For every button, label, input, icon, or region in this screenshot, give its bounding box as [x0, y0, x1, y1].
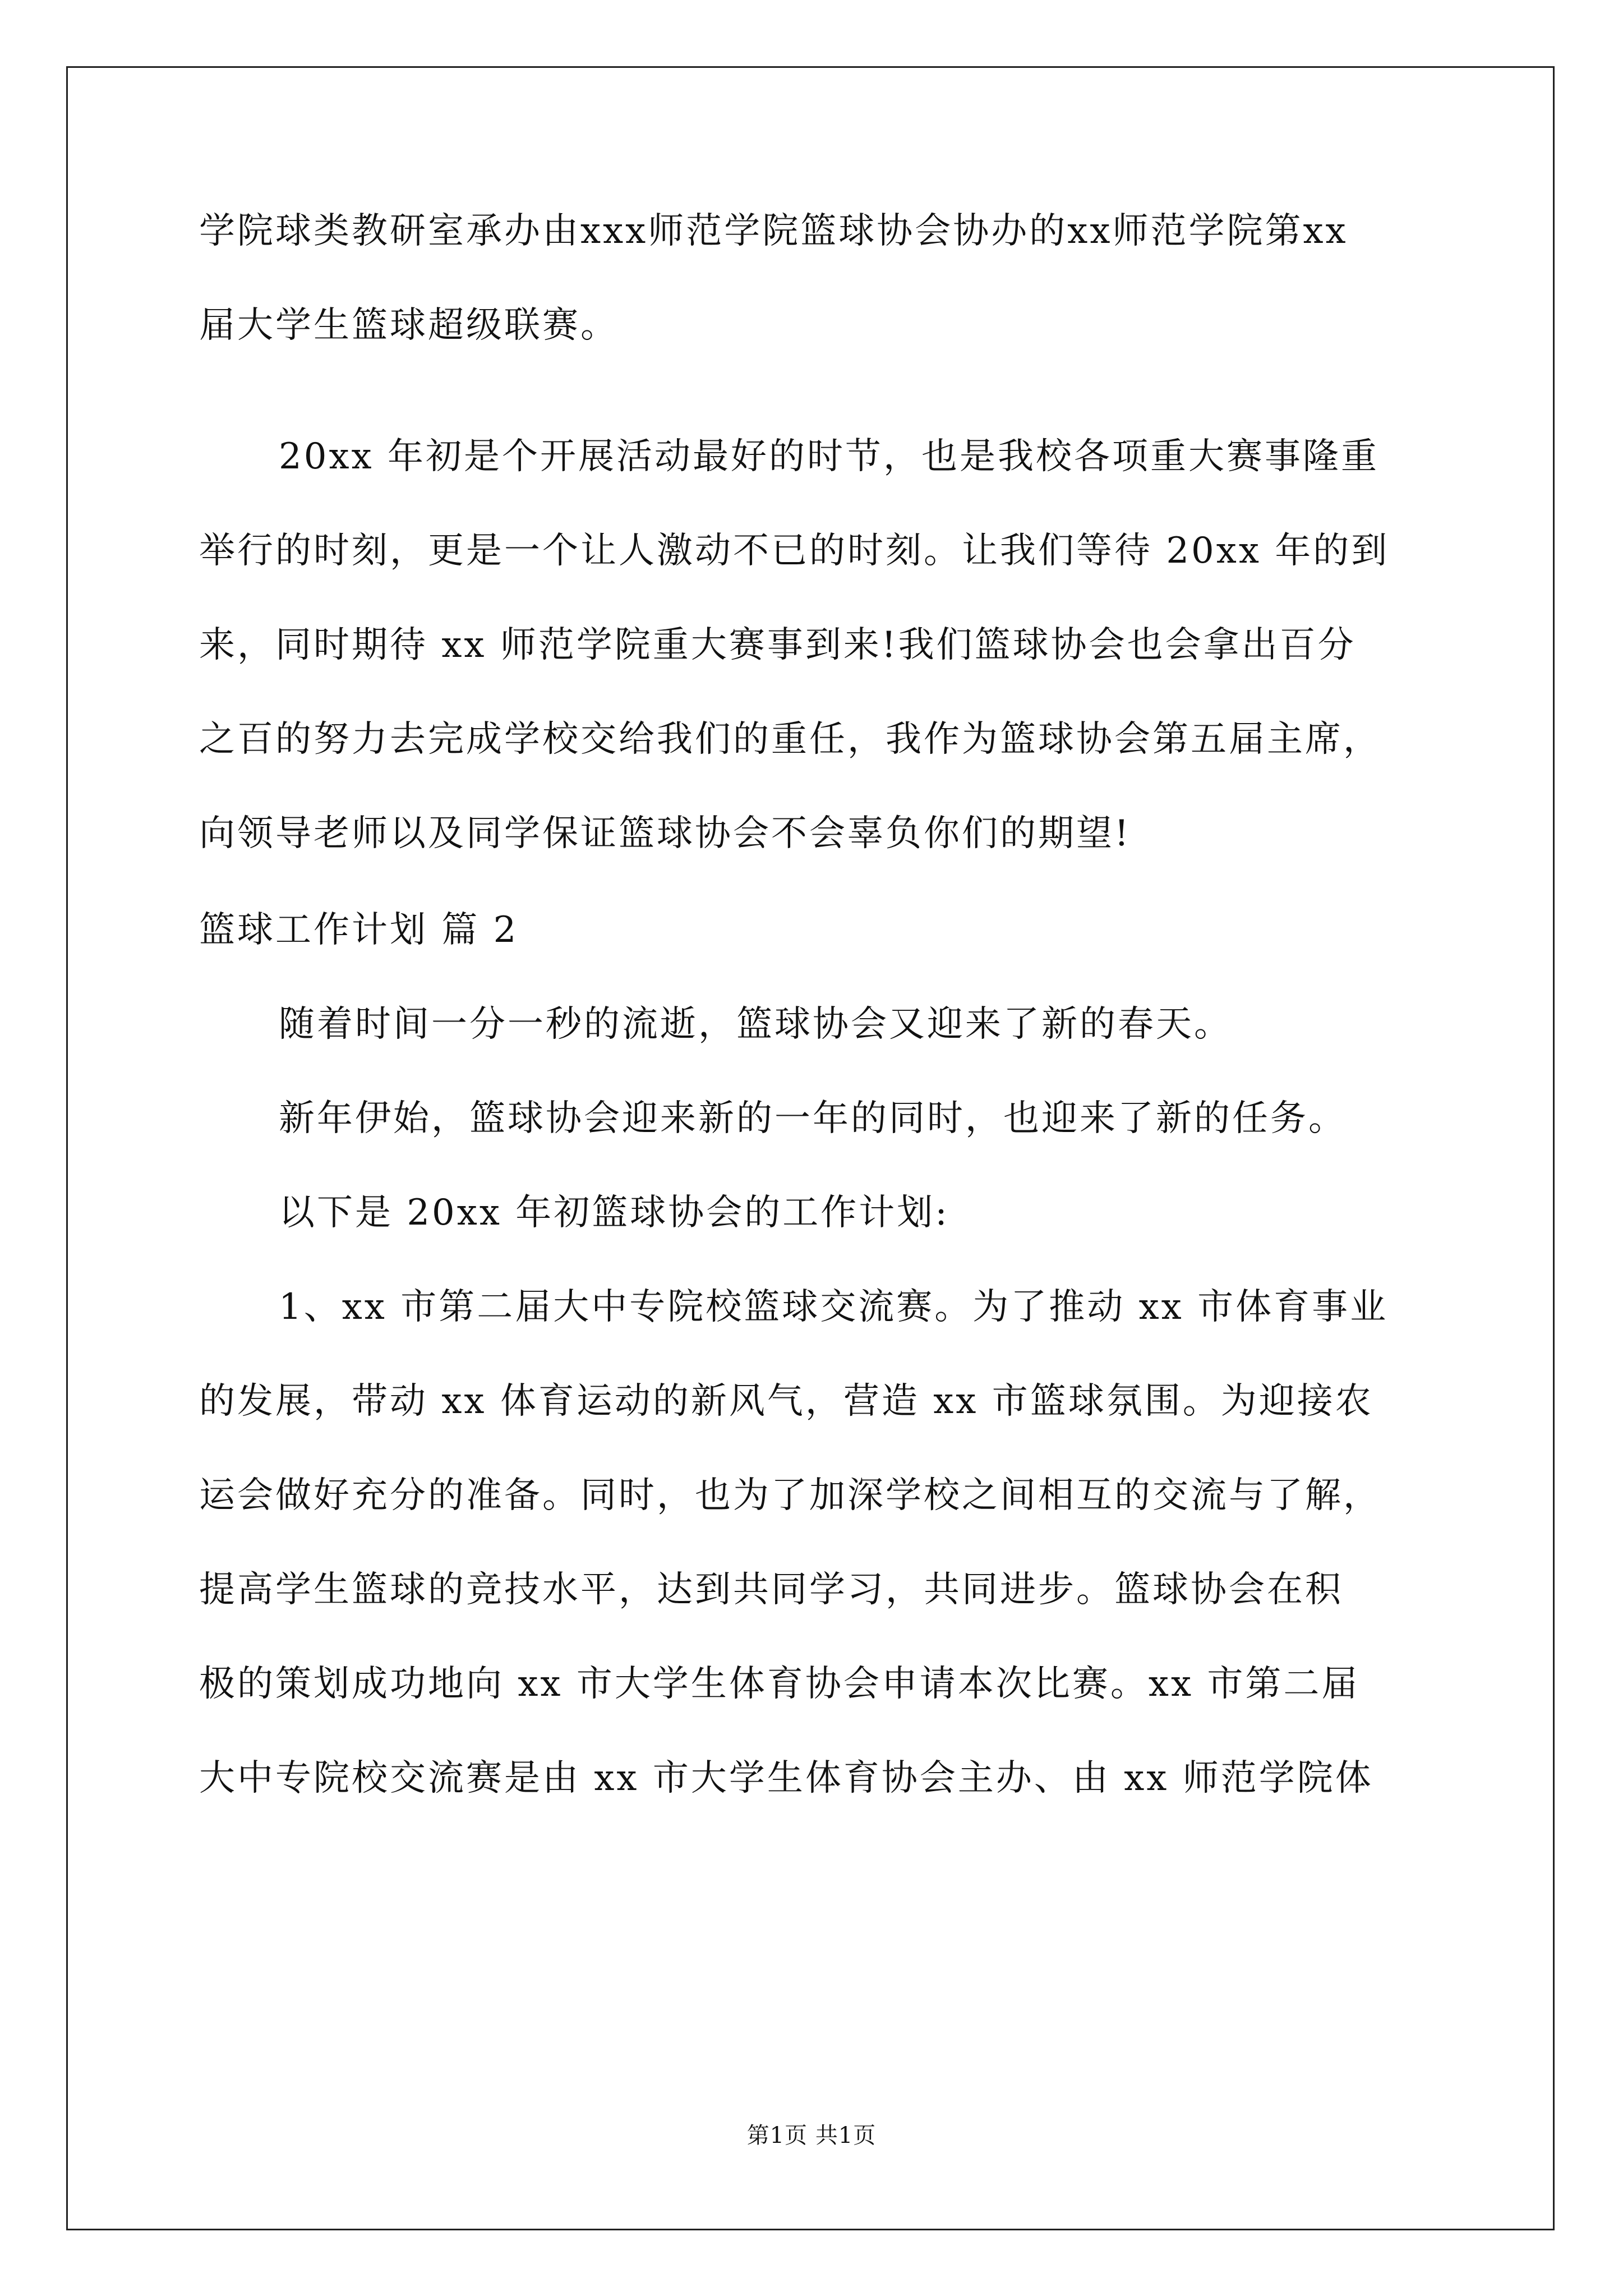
- paragraph-line: 学院球类教研室承办由xxx师范学院篮球协会协办的xx师范学院第xx: [199, 210, 1348, 252]
- paragraph-line: 新年伊始，篮球协会迎来新的一年的同时，也迎来了新的任务。: [279, 1098, 1347, 1139]
- paragraph-line: 向领导老师以及同学保证篮球协会不会辜负你们的期望!: [199, 813, 1131, 854]
- paragraph-line: 以下是 20xx 年初篮球协会的工作计划:: [279, 1192, 949, 1234]
- paragraph-line: 1、xx 市第二届大中专院校篮球交流赛。为了推动 xx 市体育事业: [279, 1286, 1389, 1328]
- paragraph-line: 大中专院校交流赛是由 xx 市大学生体育协会主办、由 xx 师范学院体: [199, 1757, 1373, 1799]
- paragraph-line: 20xx 年初是个开展活动最好的时节，也是我校各项重大赛事隆重: [279, 436, 1379, 477]
- page-footer: 第1页 共1页: [746, 2123, 877, 2148]
- paragraph-line: 运会做好充分的准备。同时，也为了加深学校之间相互的交流与了解，: [199, 1475, 1381, 1516]
- paragraph-line: 极的策划成功地向 xx 市大学生体育协会申请本次比赛。xx 市第二届: [199, 1663, 1360, 1705]
- paragraph-line: 之百的努力去完成学校交给我们的重任，我作为篮球协会第五届主席，: [199, 719, 1381, 760]
- paragraph-line: 届大学生篮球超级联赛。: [199, 305, 619, 346]
- paragraph-line: 随着时间一分一秒的流逝，篮球协会又迎来了新的春天。: [279, 1004, 1232, 1045]
- section-heading: 篮球工作计划 篇 2: [199, 909, 519, 951]
- paragraph-line: 举行的时刻，更是一个让人激动不已的时刻。让我们等待 20xx 年的到: [199, 530, 1390, 572]
- paragraph-line: 来，同时期待 xx 师范学院重大赛事到来!我们篮球协会也会拿出百分: [199, 624, 1356, 666]
- page-border: [66, 66, 1555, 2230]
- paragraph-line: 的发展，带动 xx 体育运动的新风气，营造 xx 市篮球氛围。为迎接农: [199, 1381, 1373, 1422]
- paragraph-line: 提高学生篮球的竞技水平，达到共同学习，共同进步。篮球协会在积: [199, 1569, 1343, 1611]
